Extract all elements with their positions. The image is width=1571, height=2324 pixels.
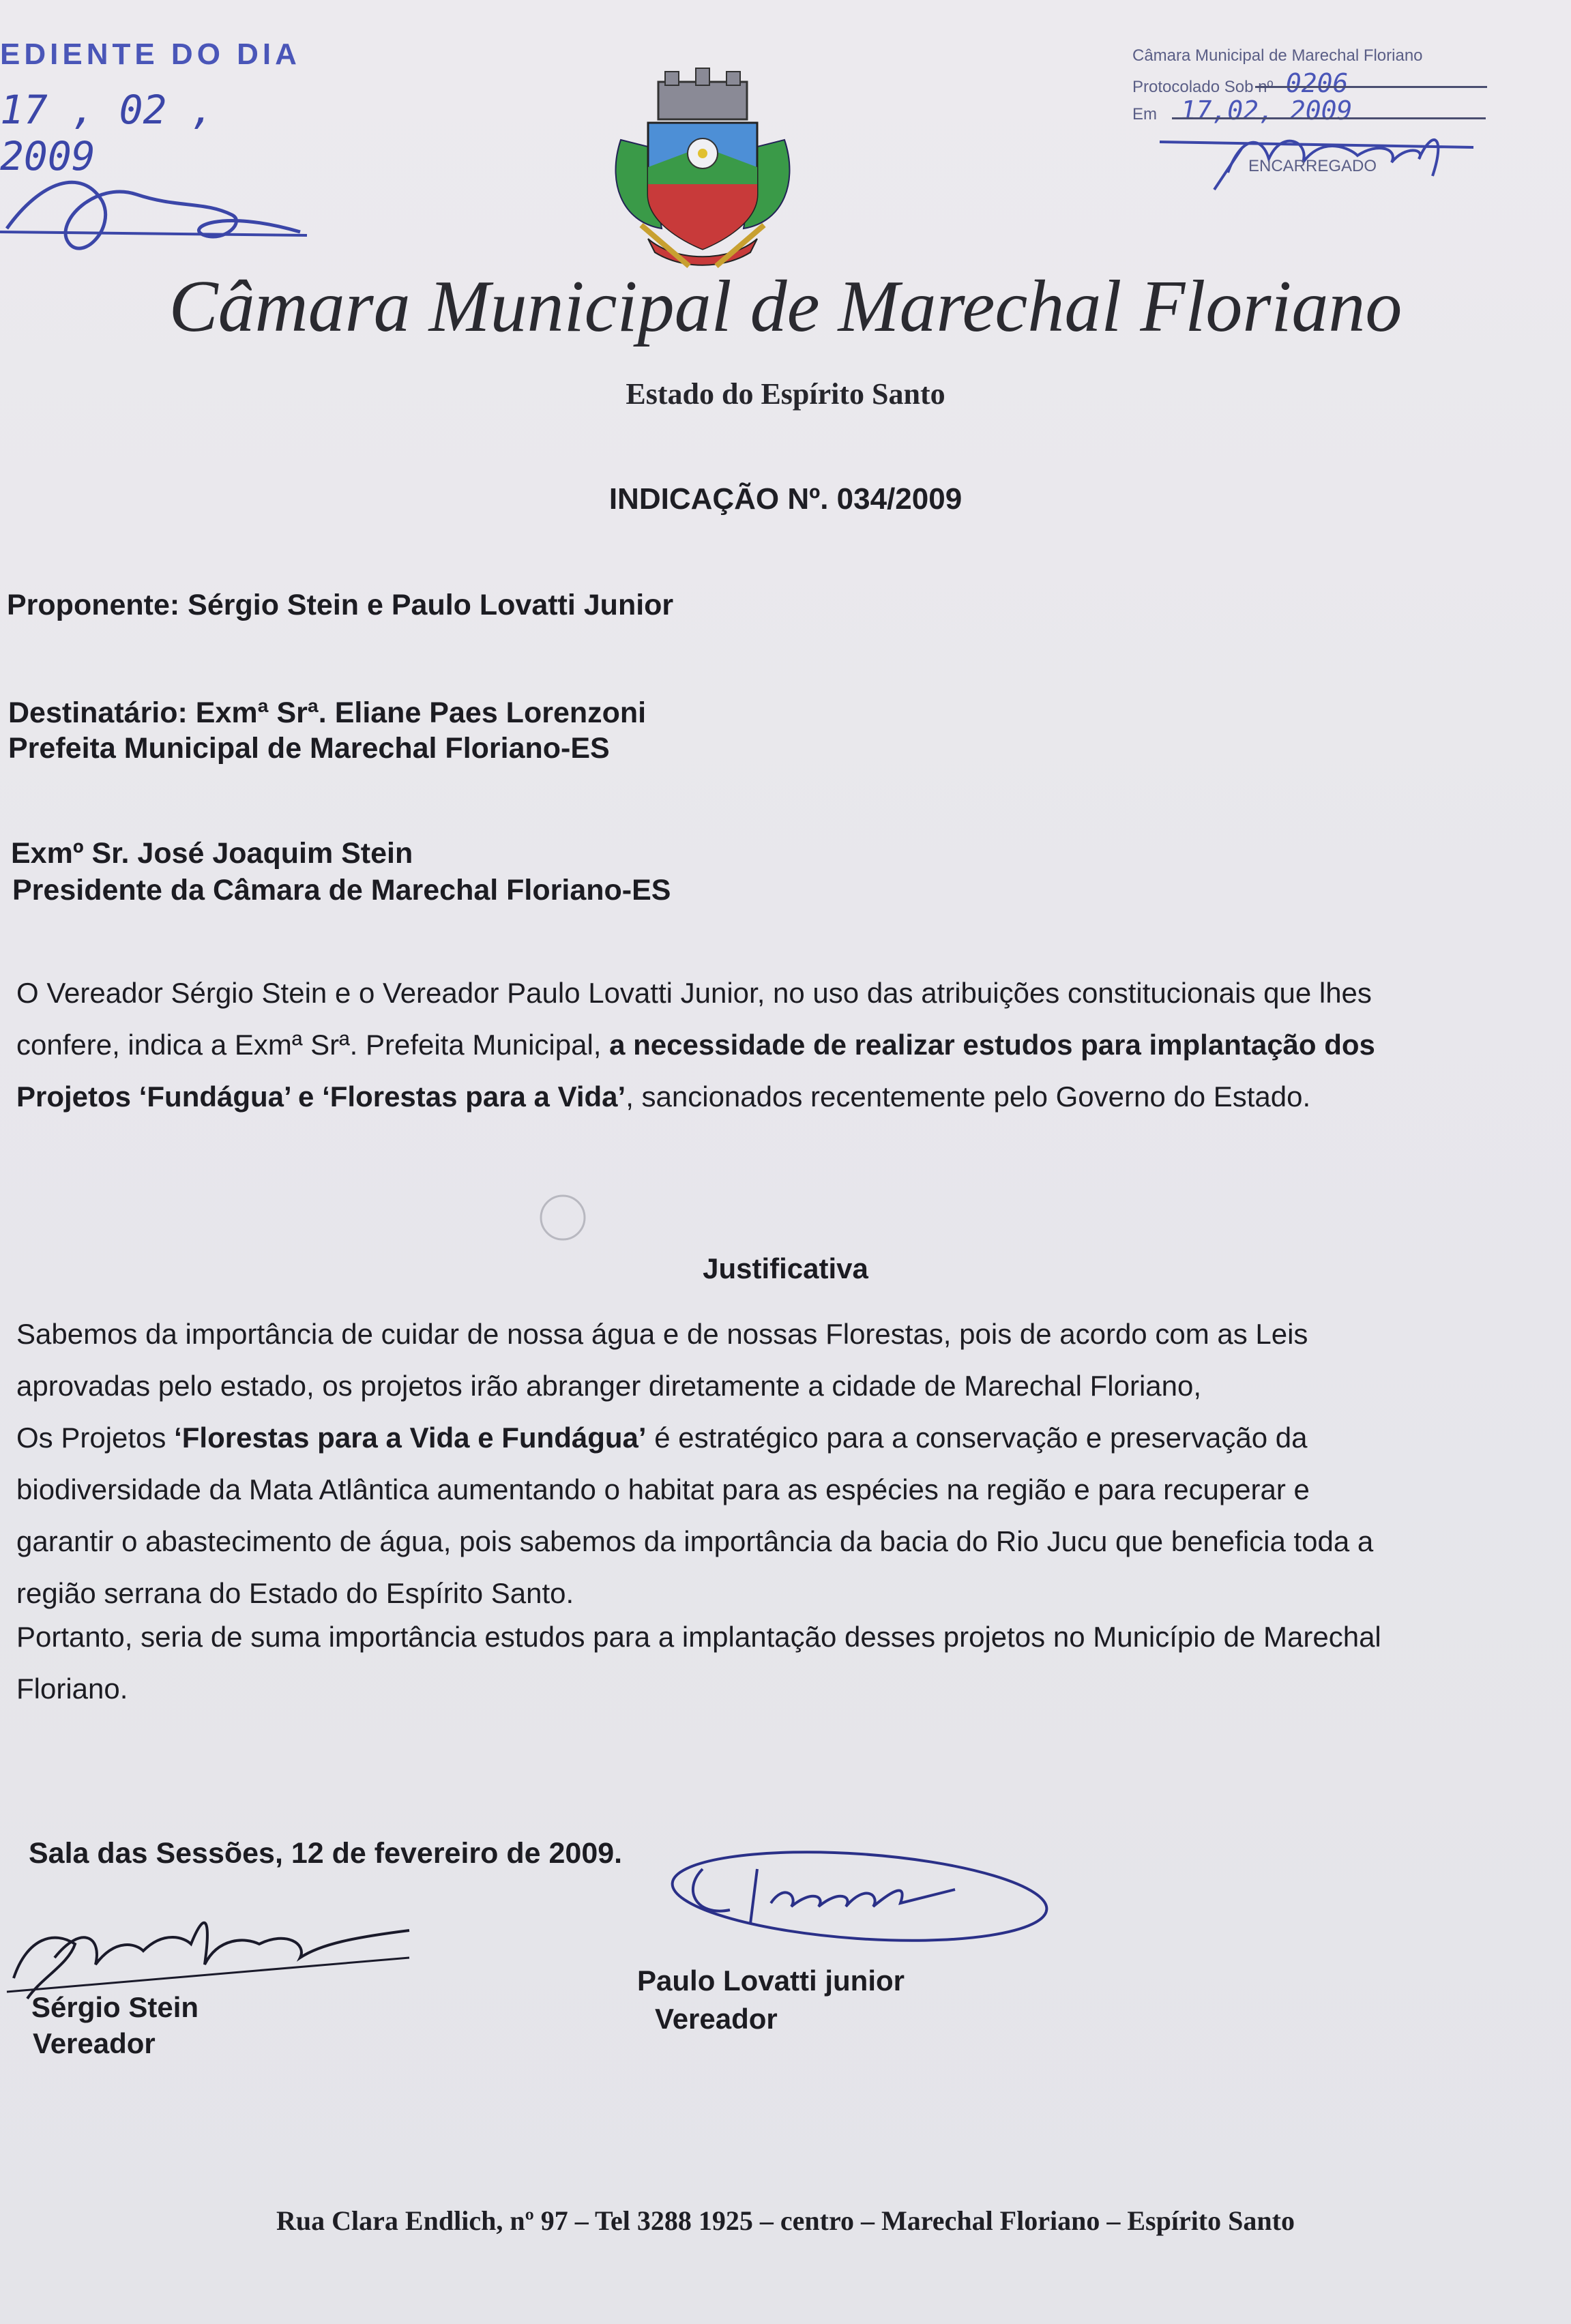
stamp-date: 17 , 02 , 2009 bbox=[0, 87, 215, 179]
signer1-name: Sérgio Stein bbox=[31, 1991, 199, 2023]
body-text-a: O Vereador Sérgio Stein e o Vereador Paulo Lovatti Junior, no uso das atribuições constitucionais que lhes confere, indica a Exmª Srª. Prefeita Municipal, bbox=[16, 977, 1372, 1061]
justification-text-bold: ‘Florestas para a Vida e Fundágua’ bbox=[174, 1422, 647, 1454]
stamp-label: EDIENTE DO DIA bbox=[0, 38, 301, 71]
protocol-date-label: Em bbox=[1132, 105, 1157, 123]
protocol-stamp bbox=[1132, 46, 1501, 217]
justification-paragraph-2 bbox=[16, 1412, 1401, 1619]
document-number: INDICAÇÃO Nº. 034/2009 bbox=[608, 482, 963, 516]
president-line-1: Exmº Sr. José Joaquim Stein bbox=[11, 837, 413, 870]
protocol-number-row bbox=[1132, 68, 1348, 98]
coat-of-arms-logo bbox=[600, 65, 805, 276]
body-text-bold: a necessidade de realizar estudos para implantação dos Projetos ‘Fundágua’ e ‘Florestas para a Vida’ bbox=[16, 1029, 1375, 1113]
place-date: Sala das Sessões, 12 de fevereiro de 2009. bbox=[29, 1837, 623, 1870]
justification-text-a: Os Projetos bbox=[16, 1422, 175, 1454]
justification-heading: Justificativa bbox=[703, 1252, 868, 1284]
page-footer-address: Rua Clara Endlich, nº 97 – Tel 3288 1925 – centro – Marechal Floriano – Espírito Santo bbox=[276, 2205, 1295, 2236]
signer1-role: Vereador bbox=[33, 2027, 156, 2059]
president-line-2: Presidente da Câmara de Marechal Floriano-ES bbox=[12, 874, 671, 907]
recipient-line-1: Destinatário: Exmª Srª. Eliane Paes Lorenzoni bbox=[8, 696, 647, 729]
proponent-line: Proponente: Sérgio Stein e Paulo Lovatti Junior bbox=[7, 589, 674, 621]
punch-hole-mark bbox=[532, 1187, 593, 1248]
protocol-institution: Câmara Municipal de Marechal Floriano bbox=[1132, 46, 1423, 65]
justification-paragraph-3: Portanto, seria de suma importância estudos para a implantação desses projetos no Município de Marechal Floriano. bbox=[16, 1621, 1381, 1705]
body-text-c: , sancionados recentemente pelo Governo do Estado. bbox=[626, 1080, 1311, 1113]
page-subtitle: Estado do Espírito Santo bbox=[626, 377, 945, 411]
stamp-signature bbox=[0, 140, 321, 276]
divider bbox=[1255, 86, 1487, 88]
protocol-number: 0206 bbox=[1285, 68, 1349, 98]
justification-paragraph-1: Sabemos da importância de cuidar de nossa água e de nossas Florestas, pois de acordo com as Leis aprovadas pelo estado, os projetos irão abranger diretamente a cidade de Marechal Floriano, bbox=[16, 1318, 1308, 1402]
divider bbox=[1172, 117, 1486, 119]
protocol-role: ENCARREGADO bbox=[1248, 157, 1377, 175]
page-title: Câmara Municipal de Marechal Floriano bbox=[168, 266, 1403, 347]
recipient-line-2: Prefeita Municipal de Marechal Floriano-ES bbox=[8, 732, 610, 765]
protocol-label: Protocolado Sob nº bbox=[1132, 78, 1274, 96]
signer2-role: Vereador bbox=[655, 2003, 778, 2035]
justification-text-c: é estratégico para a conservação e preservação da biodiversidade da Mata Atlântica aumentando o habitat para as espécies na região e para recuperar e garantir o abastecimento de água, pois sabemos da importância da bacia do Rio Jucu que beneficia toda a região serrana do Estado do Espírito Santo. bbox=[16, 1422, 1374, 1609]
signature-paulo bbox=[655, 1842, 1051, 1951]
signer2-name: Paulo Lovatti junior bbox=[637, 1965, 905, 1997]
body-paragraph bbox=[16, 967, 1401, 1123]
expediente-stamp bbox=[0, 38, 321, 235]
protocol-date-value: 17,02, 2009 bbox=[1180, 95, 1353, 126]
